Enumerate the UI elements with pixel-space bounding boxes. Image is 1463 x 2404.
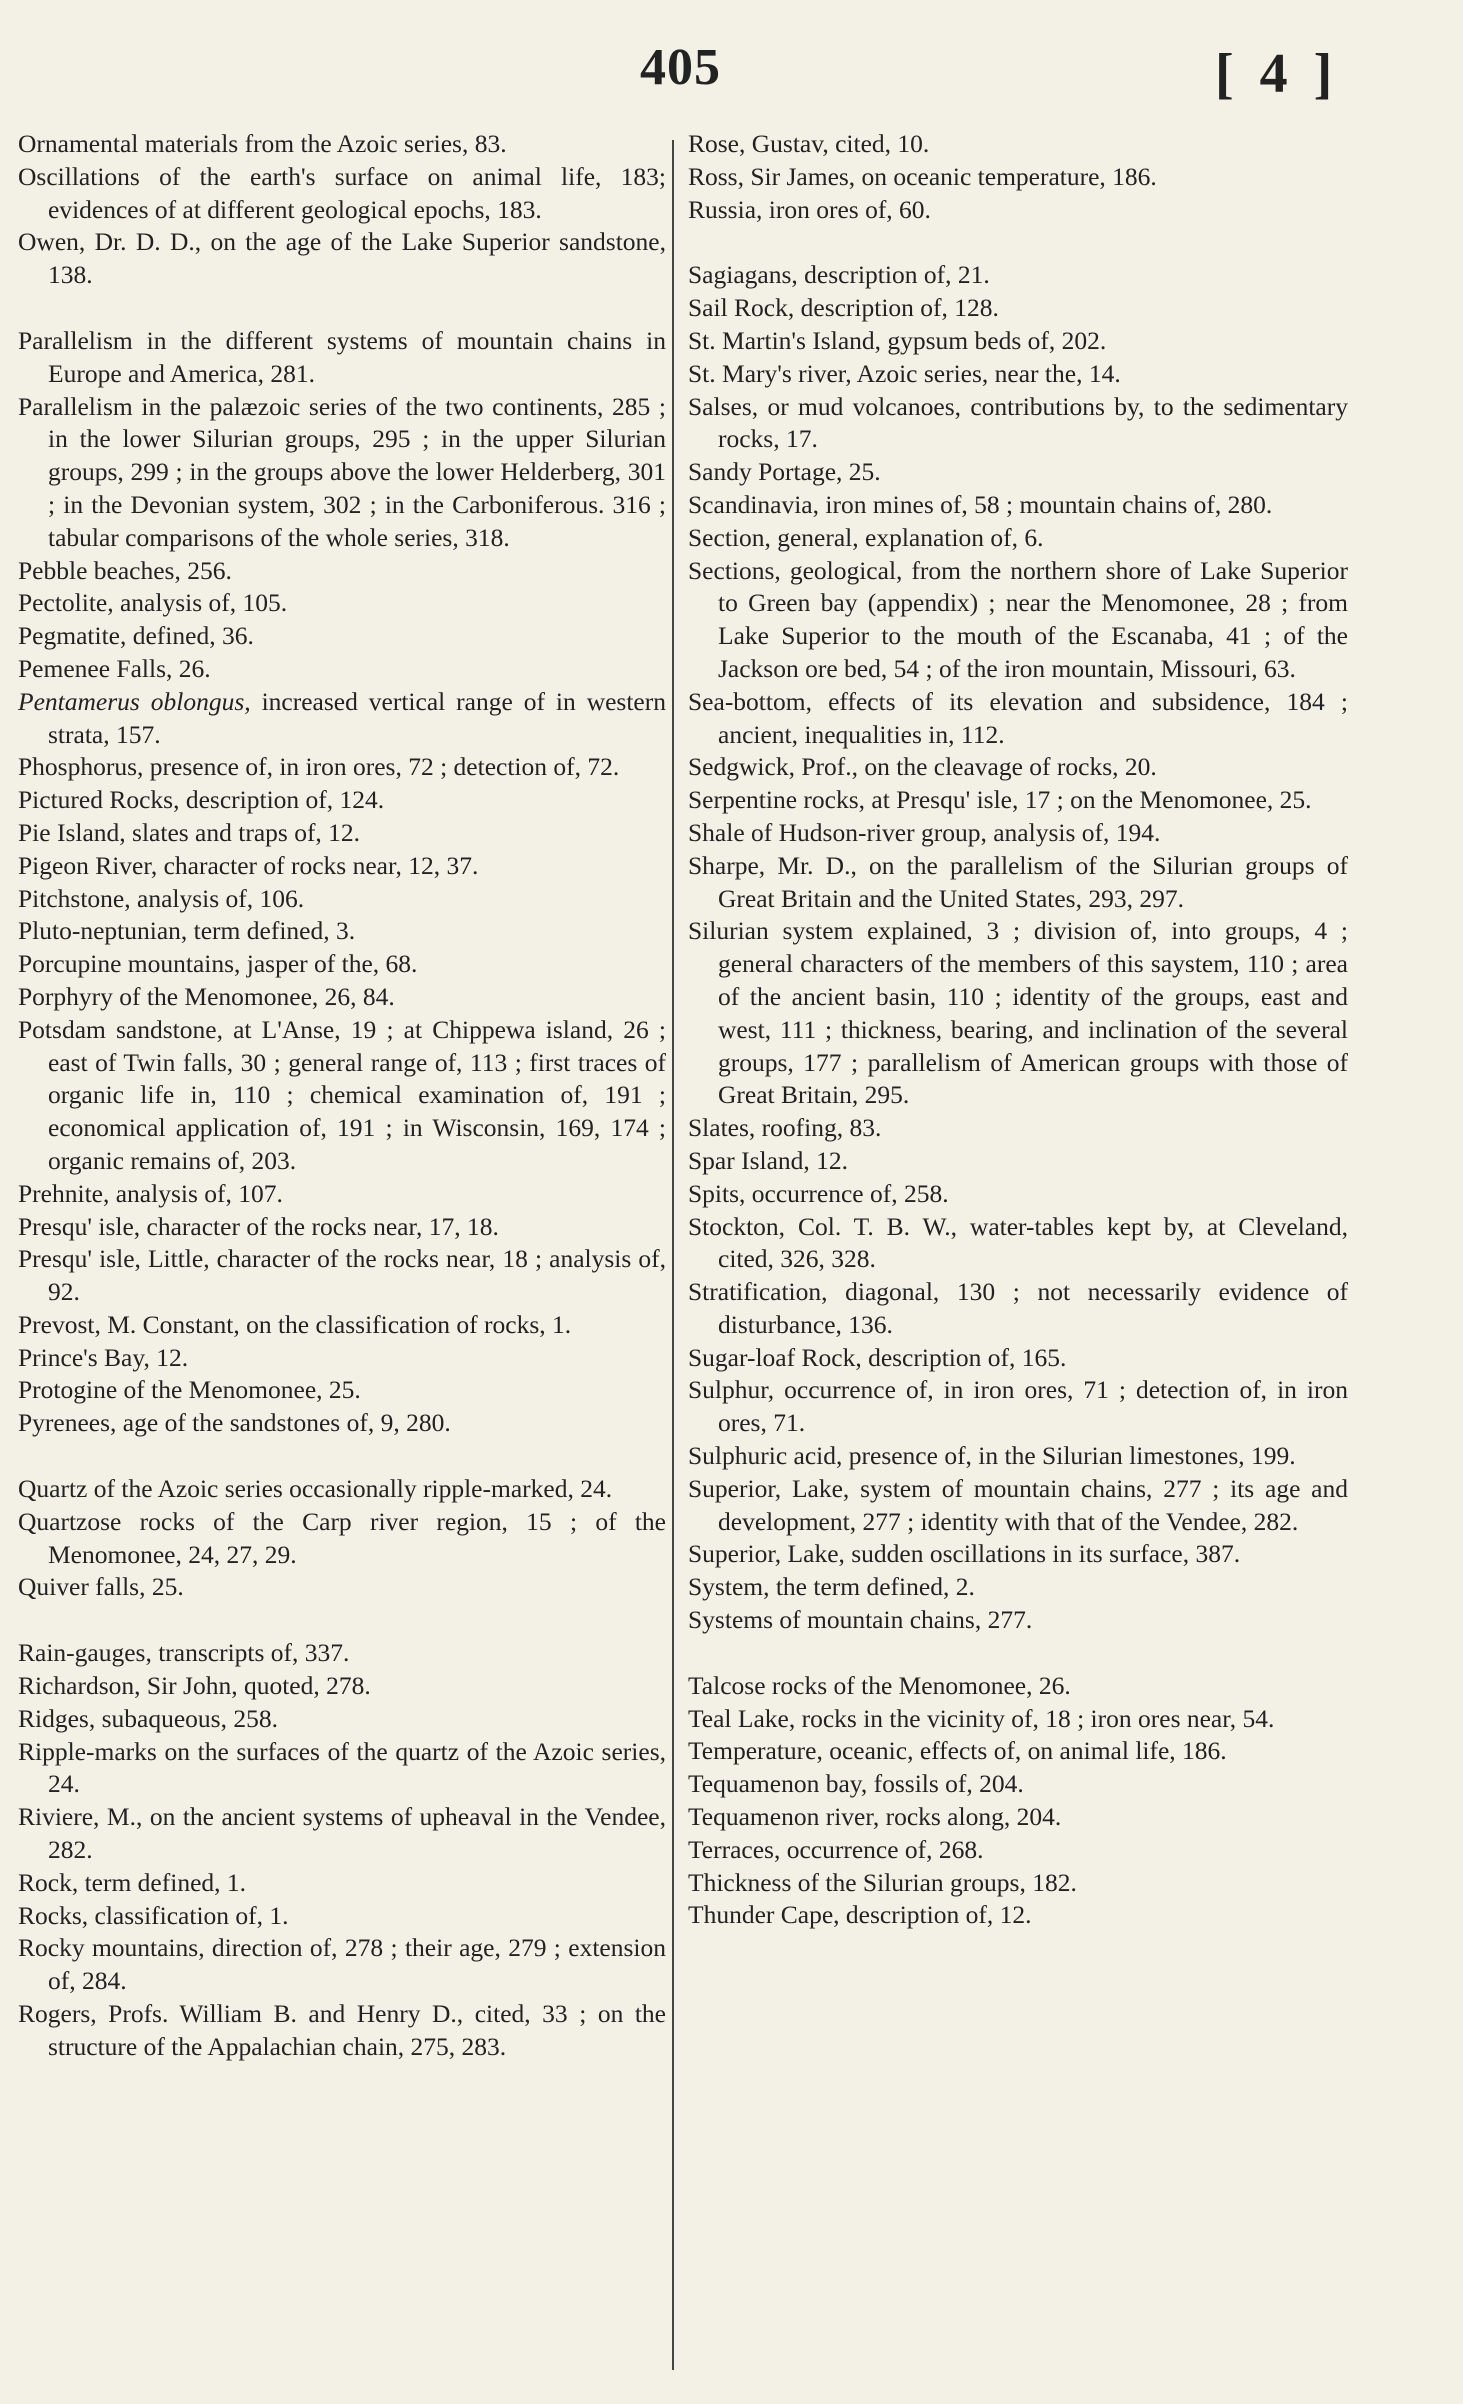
index-entry-text: Rose, Gustav, cited, 10. bbox=[688, 129, 930, 158]
index-entry-text: Presqu' isle, Little, character of the rocks near, 18 ; analysis of, 92. bbox=[18, 1244, 666, 1307]
index-entry bbox=[688, 128, 1348, 161]
index-entry bbox=[688, 784, 1348, 817]
index-entry bbox=[18, 751, 666, 784]
index-entry-text: Quartz of the Azoic series occasionally ripple-marked, 24. bbox=[18, 1474, 613, 1504]
index-entry bbox=[18, 1014, 666, 1178]
index-entry-text: Pluto-neptunian, term defined, 3. bbox=[18, 916, 356, 946]
index-entry-text: Oscillations of the earth's surface on animal life, 183; evidences of at different geological epochs, 183. bbox=[18, 161, 666, 224]
index-entry bbox=[688, 259, 1348, 292]
index-entry bbox=[18, 587, 666, 620]
index-entry bbox=[688, 489, 1348, 522]
index-entry bbox=[688, 686, 1348, 752]
index-entry bbox=[688, 1538, 1348, 1571]
index-entry bbox=[18, 1178, 666, 1211]
index-entry-text: Sulphur, occurrence of, in iron ores, 71 ; detection of, in iron ores, 71. bbox=[688, 1375, 1348, 1438]
index-entry bbox=[688, 1768, 1348, 1801]
index-entry bbox=[688, 1473, 1348, 1539]
index-entry bbox=[688, 751, 1348, 784]
index-entry-text: Rogers, Profs. William B. and Henry D., cited, 33 ; on the structure of the Appalachian chain, 275, 283. bbox=[18, 1999, 666, 2061]
index-entry-text: Stratification, diagonal, 130 ; not necessarily evidence of disturbance, 136. bbox=[688, 1277, 1348, 1339]
index-column-left bbox=[18, 128, 666, 2064]
index-column-right bbox=[688, 128, 1348, 1932]
index-entry-text: Teal Lake, rocks in the vicinity of, 18 ; iron ores near, 54. bbox=[688, 1703, 1275, 1733]
index-entry-text: St. Martin's Island, gypsum beds of, 202. bbox=[688, 325, 1107, 355]
index-entry bbox=[688, 325, 1348, 358]
index-entry-text: Stockton, Col. T. B. W., water-tables kept by, at Cleveland, cited, 326, 328. bbox=[688, 1211, 1348, 1274]
index-entry bbox=[18, 1670, 666, 1703]
index-entry-text: Scandinavia, iron mines of, 58 ; mountain chains of, 280. bbox=[688, 489, 1273, 519]
index-entry-text: Sagiagans, description of, 21. bbox=[688, 260, 990, 290]
index-entry bbox=[18, 555, 666, 588]
index-entry bbox=[18, 325, 666, 391]
section-marker: [ 4 ] bbox=[1215, 43, 1339, 105]
index-entry bbox=[688, 1178, 1348, 1211]
index-entry bbox=[688, 456, 1348, 489]
index-entry-text: Quiver falls, 25. bbox=[18, 1572, 184, 1602]
index-entry-text: Salses, or mud volcanoes, contributions by, to the sedimentary rocks, 17. bbox=[688, 391, 1348, 454]
index-entry bbox=[18, 850, 666, 883]
index-entry bbox=[18, 1211, 666, 1244]
index-entry bbox=[18, 948, 666, 981]
index-entry bbox=[688, 1145, 1348, 1178]
section-gap bbox=[688, 226, 1348, 259]
index-entry-text: Section, general, explanation of, 6. bbox=[688, 522, 1044, 552]
index-entry-text: Protogine of the Menomonee, 25. bbox=[18, 1375, 361, 1405]
index-entry bbox=[688, 1374, 1348, 1440]
index-entry bbox=[18, 1932, 666, 1998]
index-entry bbox=[18, 1900, 666, 1933]
index-entry-text: Sandy Portage, 25. bbox=[688, 457, 881, 487]
section-gap bbox=[18, 1604, 666, 1637]
index-entry-text: Ornamental materials from the Azoic series, 83. bbox=[18, 129, 507, 158]
index-entry bbox=[688, 1670, 1348, 1703]
column-divider bbox=[672, 140, 674, 2370]
index-entry bbox=[688, 522, 1348, 555]
index-entry bbox=[688, 292, 1348, 325]
index-entry-text: Prince's Bay, 12. bbox=[18, 1342, 189, 1372]
index-entry bbox=[688, 1899, 1348, 1932]
index-entry bbox=[18, 1342, 666, 1375]
index-entry-text: Sulphuric acid, presence of, in the Silurian limestones, 199. bbox=[688, 1441, 1296, 1471]
index-entry bbox=[18, 784, 666, 817]
index-entry-text: Sharpe, Mr. D., on the parallelism of the Silurian groups of Great Britain and the United States, 293, 297. bbox=[688, 850, 1348, 913]
index-entry-text: Pyrenees, age of the sandstones of, 9, 280. bbox=[18, 1408, 451, 1438]
index-entry-text: Pectolite, analysis of, 105. bbox=[18, 588, 288, 618]
index-entry-text: Pie Island, slates and traps of, 12. bbox=[18, 817, 361, 847]
index-entry-text: Sea-bottom, effects of its elevation and subsidence, 184 ; ancient, inequalities in, 112. bbox=[688, 686, 1348, 749]
index-entry bbox=[688, 194, 1348, 227]
index-entry bbox=[18, 1571, 666, 1604]
index-entry-text: Owen, Dr. D. D., on the age of the Lake Superior sandstone, 138. bbox=[18, 227, 666, 290]
section-gap bbox=[18, 1440, 666, 1473]
index-entry-text: Sedgwick, Prof., on the cleavage of rocks, 20. bbox=[688, 752, 1157, 782]
index-entry-text: Prehnite, analysis of, 107. bbox=[18, 1178, 283, 1208]
index-entry bbox=[18, 883, 666, 916]
index-entry-text: Pigeon River, character of rocks near, 12, 37. bbox=[18, 850, 479, 880]
index-entry bbox=[18, 1736, 666, 1802]
index-entry-text: Potsdam sandstone, at L'Anse, 19 ; at Chippewa island, 26 ; east of Twin falls, 30 ; general range of, 113 ; first traces of organic life in, 110 ; chemical examination of, 191 ; economical application of, 191 ; in Wisconsin, 169, 174 ; organic remains of, 203. bbox=[18, 1014, 666, 1175]
index-entry-text: St. Mary's river, Azoic series, near the, 14. bbox=[688, 358, 1121, 388]
index-entry-text: Riviere, M., on the ancient systems of upheaval in the Vendee, 282. bbox=[18, 1802, 666, 1865]
index-entry bbox=[18, 686, 666, 752]
index-entry-text: Spar Island, 12. bbox=[688, 1145, 849, 1175]
index-entry-text: Pictured Rocks, description of, 124. bbox=[18, 785, 385, 815]
index-entry-text: Superior, Lake, system of mountain chains, 277 ; its age and development, 277 ; identity with that of the Vendee, 282. bbox=[688, 1473, 1348, 1536]
index-entry bbox=[18, 1703, 666, 1736]
index-entry-italic: Pentamerus oblongus, bbox=[18, 686, 251, 716]
index-entry bbox=[18, 1473, 666, 1506]
index-entry bbox=[18, 128, 666, 161]
index-entry bbox=[18, 1309, 666, 1342]
index-entry-text: Rocks, classification of, 1. bbox=[18, 1900, 289, 1930]
index-entry-text: Russia, iron ores of, 60. bbox=[688, 194, 931, 224]
index-entry-text: Silurian system explained, 3 ; division of, into groups, 4 ; general characters of the members of this saystem, 110 ; area of the ancient basin, 110 ; identity of the groups, east and west, 111 ; thickness, bearing, and inclination of the several groups, 177 ; parallelism of American groups with those of Great Britain, 295. bbox=[688, 916, 1348, 1110]
index-entry bbox=[18, 1243, 666, 1309]
index-entry-text: Phosphorus, presence of, in iron ores, 72 ; detection of, 72. bbox=[18, 752, 620, 782]
index-entry-text: increased vertical range of in western strata, 157. bbox=[48, 686, 666, 749]
index-entry bbox=[18, 1506, 666, 1572]
index-entry bbox=[688, 391, 1348, 457]
index-entry-text: Superior, Lake, sudden oscillations in its surface, 387. bbox=[688, 1539, 1241, 1569]
index-entry bbox=[18, 1998, 666, 2064]
index-entry bbox=[688, 850, 1348, 916]
index-entry-text: Porphyry of the Menomonee, 26, 84. bbox=[18, 981, 395, 1011]
index-entry bbox=[18, 1801, 666, 1867]
index-entry bbox=[18, 226, 666, 292]
index-entry-text: Serpentine rocks, at Presqu' isle, 17 ; on the Menomonee, 25. bbox=[688, 785, 1312, 815]
index-entry-text: Talcose rocks of the Menomonee, 26. bbox=[688, 1670, 1071, 1700]
index-entry bbox=[688, 1571, 1348, 1604]
index-entry-text: Systems of mountain chains, 277. bbox=[688, 1605, 1033, 1635]
index-entry bbox=[18, 1867, 666, 1900]
index-entry-text: Sections, geological, from the northern shore of Lake Superior to Green bay (appendix) ; near the Menomonee, 28 ; from Lake Superior to the mouth of the Escanaba, 41 ; of the Jackson ore bed, 54 ; of the iron mountain, Missouri, 63. bbox=[688, 555, 1348, 683]
page-number: 405 bbox=[640, 39, 721, 96]
index-entry bbox=[18, 915, 666, 948]
index-entry bbox=[18, 1407, 666, 1440]
index-entry bbox=[688, 1801, 1348, 1834]
index-entry-text: Pitchstone, analysis of, 106. bbox=[18, 883, 305, 913]
index-entry-text: Thickness of the Silurian groups, 182. bbox=[688, 1867, 1077, 1897]
index-entry-text: System, the term defined, 2. bbox=[688, 1572, 975, 1602]
index-entry-text: Tequamenon river, rocks along, 204. bbox=[688, 1802, 1062, 1832]
index-entry-text: Porcupine mountains, jasper of the, 68. bbox=[18, 949, 418, 979]
index-entry-text: Parallelism in the palæzoic series of the two continents, 285 ; in the lower Silurian groups, 295 ; in the upper Silurian groups, 299 ; in the groups above the lower Helderberg, 301 ; in the Devonian system, 302 ; in the Carboniferous. 316 ; tabular comparisons of the whole series, 318. bbox=[18, 391, 666, 552]
index-entry-text: Pebble beaches, 256. bbox=[18, 555, 232, 585]
index-entry-text: Parallelism in the different systems of mountain chains in Europe and America, 281. bbox=[18, 325, 666, 388]
index-entry bbox=[688, 1867, 1348, 1900]
index-entry-text: Richardson, Sir John, quoted, 278. bbox=[18, 1671, 371, 1701]
index-entry bbox=[688, 1342, 1348, 1375]
index-entry bbox=[18, 1374, 666, 1407]
index-entry bbox=[688, 1703, 1348, 1736]
index-entry bbox=[18, 817, 666, 850]
section-gap bbox=[18, 292, 666, 325]
index-entry bbox=[688, 1112, 1348, 1145]
index-entry bbox=[688, 817, 1348, 850]
index-entry bbox=[18, 620, 666, 653]
index-entry-text: Pemenee Falls, 26. bbox=[18, 653, 211, 683]
index-entry bbox=[688, 161, 1348, 194]
index-entry-text: Spits, occurrence of, 258. bbox=[688, 1178, 949, 1208]
index-entry-text: Thunder Cape, description of, 12. bbox=[688, 1900, 1032, 1930]
index-entry bbox=[18, 391, 666, 555]
index-entry bbox=[688, 1735, 1348, 1768]
index-entry bbox=[688, 1834, 1348, 1867]
index-entry-text: Prevost, M. Constant, on the classification of rocks, 1. bbox=[18, 1309, 572, 1339]
index-entry-text: Temperature, oceanic, effects of, on animal life, 186. bbox=[688, 1736, 1227, 1766]
index-entry-text: Terraces, occurrence of, 268. bbox=[688, 1834, 984, 1864]
index-entry-text: Pegmatite, defined, 36. bbox=[18, 621, 254, 651]
index-entry bbox=[18, 653, 666, 686]
index-entry-text: Ripple-marks on the surfaces of the quartz of the Azoic series, 24. bbox=[18, 1736, 666, 1799]
index-entry bbox=[688, 1276, 1348, 1342]
index-entry-text: Rain-gauges, transcripts of, 337. bbox=[18, 1638, 350, 1668]
index-entry bbox=[688, 1211, 1348, 1277]
index-entry bbox=[18, 161, 666, 227]
index-entry-text: Presqu' isle, character of the rocks near, 17, 18. bbox=[18, 1211, 499, 1241]
index-entry bbox=[688, 1440, 1348, 1473]
index-entry-text: Rock, term defined, 1. bbox=[18, 1867, 247, 1897]
index-entry-text: Tequamenon bay, fossils of, 204. bbox=[688, 1769, 1024, 1799]
index-entry-text: Ross, Sir James, on oceanic temperature, 186. bbox=[688, 161, 1157, 191]
index-entry bbox=[688, 915, 1348, 1112]
index-entry-text: Shale of Hudson-river group, analysis of, 194. bbox=[688, 817, 1161, 847]
section-gap bbox=[688, 1637, 1348, 1670]
index-entry bbox=[18, 1637, 666, 1670]
index-entry bbox=[18, 981, 666, 1014]
index-entry-text: Ridges, subaqueous, 258. bbox=[18, 1703, 278, 1733]
index-entry-text: Sail Rock, description of, 128. bbox=[688, 293, 999, 323]
index-entry-text: Sugar-loaf Rock, description of, 165. bbox=[688, 1342, 1067, 1372]
index-entry-text: Slates, roofing, 83. bbox=[688, 1113, 882, 1143]
index-entry bbox=[688, 358, 1348, 391]
index-entry bbox=[688, 1604, 1348, 1637]
index-entry bbox=[688, 555, 1348, 686]
index-entry-text: Rocky mountains, direction of, 278 ; their age, 279 ; extension of, 284. bbox=[18, 1933, 666, 1996]
index-entry-text: Quartzose rocks of the Carp river region, 15 ; of the Menomonee, 24, 27, 29. bbox=[18, 1506, 666, 1569]
